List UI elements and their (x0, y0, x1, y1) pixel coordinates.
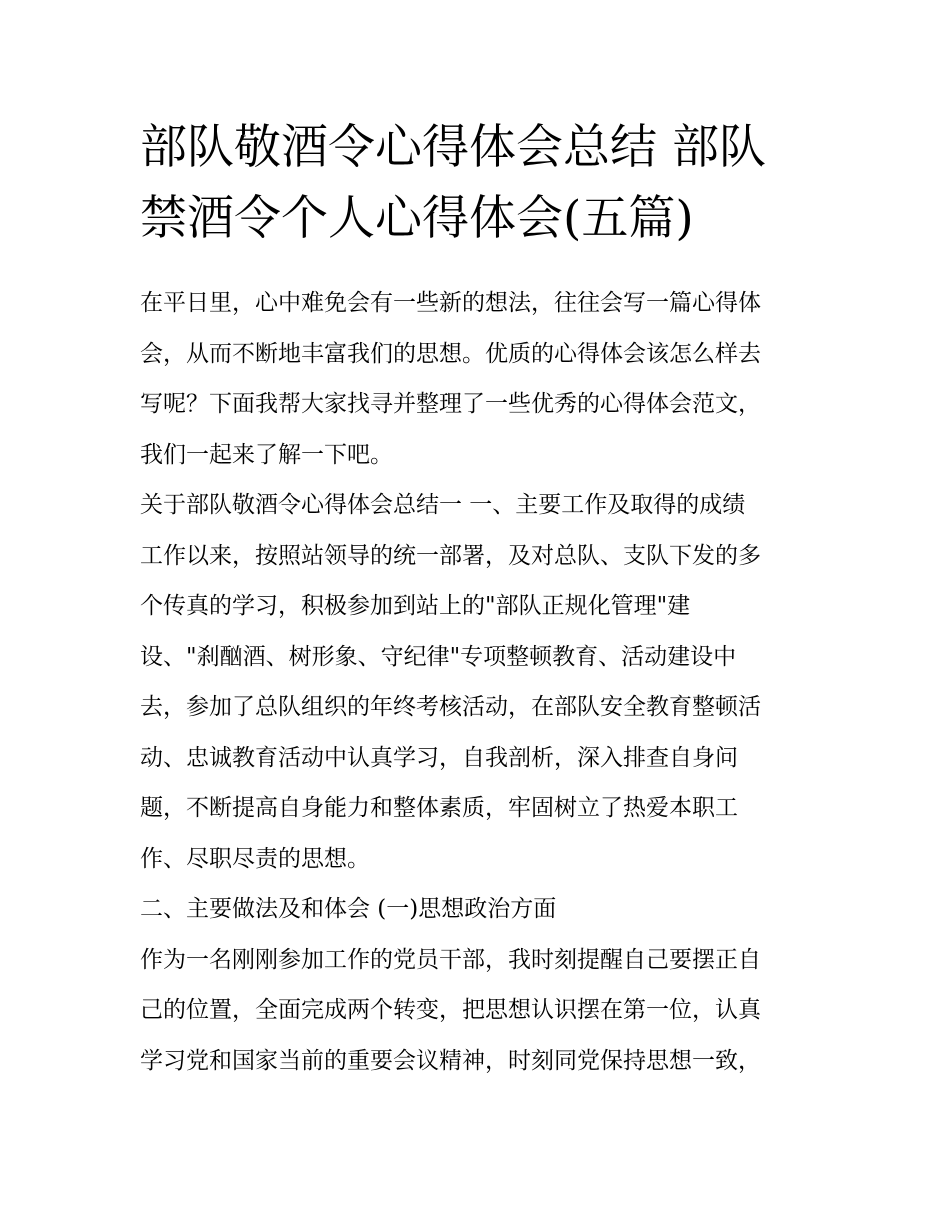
document-body (140, 278, 830, 1086)
body-line: 写呢？下面我帮大家找寻并整理了一些优秀的心得体会范文， (140, 391, 761, 417)
body-line: 我们一起来了解一下吧。 (140, 441, 393, 468)
body-line: 作为一名刚刚参加工作的党员干部，我时刻提醒自己要摆正自 (140, 946, 761, 973)
body-line: 题，不断提高自身能力和整体素质，牢固树立了热爱本职工 (140, 795, 738, 821)
body-line: 工作以来，按照站领导的统一部署，及对总队、支队下发的多 (140, 542, 761, 569)
body-line: 设、"刹酗酒、树形象、守纪律"专项整顿教育、活动建设中 (140, 643, 737, 670)
body-line: 在平日里，心中难免会有一些新的想法，往往会写一篇心得体 (140, 290, 761, 316)
body-line: 动、忠诚教育活动中认真学习，自我剖析，深入排查自身问 (140, 744, 738, 771)
body-line: 作、尽职尽责的思想。 (140, 845, 370, 872)
body-line: 己的位置，全面完成两个转变，把思想认识摆在第一位，认真 (140, 997, 761, 1023)
body-line: 会，从而不断地丰富我们的思想。优质的心得体会该怎么样去 (140, 340, 761, 367)
body-line: 关于部队敬酒令心得体会总结一 一、主要工作及取得的成绩 (140, 492, 746, 518)
title-line-2: 禁酒令个人心得体会(五篇) (140, 191, 694, 246)
title-line-1: 部队敬酒令心得体会总结 部队 (140, 120, 766, 175)
body-line: 个传真的学习，积极参加到站上的"部队正规化管理"建 (140, 593, 691, 619)
body-line: 学习党和国家当前的重要会议精神，时刻同党保持思想一致， (140, 1047, 761, 1074)
document-title (140, 112, 830, 254)
body-line: 二、主要做法及和体会 (一)思想政治方面 (140, 896, 557, 922)
body-line: 去，参加了总队组织的年终考核活动，在部队安全教育整顿活 (140, 694, 761, 720)
